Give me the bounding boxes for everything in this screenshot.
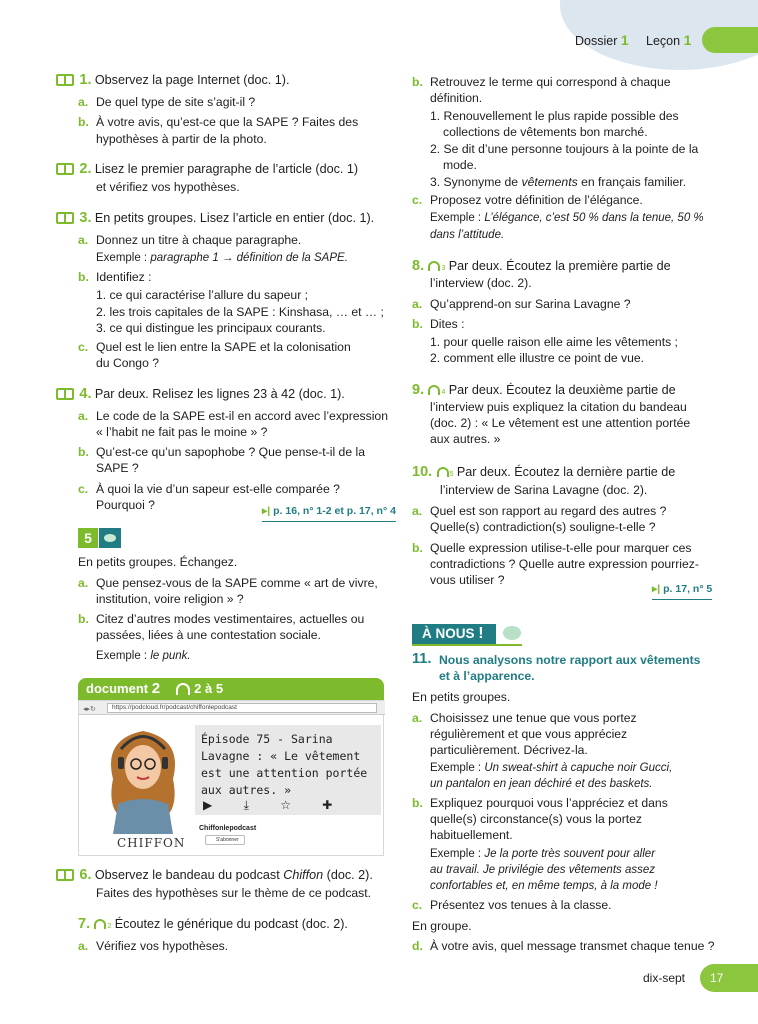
sub-item: 2. les trois capitales de la SAPE : Kinshasa, … et … ; bbox=[96, 305, 384, 319]
item-text: À votre avis, quel message transmet chaque tenue ? bbox=[430, 939, 715, 953]
sub-item: 2. comment elle illustre ce point de vue. bbox=[430, 351, 645, 365]
headphones-icon bbox=[428, 261, 440, 271]
letter-c: c. bbox=[78, 340, 89, 354]
page-word: dix-sept bbox=[643, 971, 686, 985]
document-tab bbox=[78, 678, 384, 700]
sub-item: 1. ce qui caractérise l’allure du sapeur ; bbox=[96, 288, 309, 302]
letter-d: d. bbox=[412, 939, 423, 953]
item-text: régulièrement et que vous appréciez bbox=[430, 727, 628, 741]
sub-item: 3. ce qui distingue les principaux courants. bbox=[96, 321, 326, 335]
item-text: quelle(s) circonstance(s) vous la portez bbox=[430, 812, 643, 826]
question-text: Lisez le premier paragraphe de l’article (doc. 1) bbox=[94, 162, 359, 176]
exclamation-mark: ! bbox=[478, 625, 484, 642]
sub-item-text: en français familier. bbox=[577, 175, 687, 189]
sub-item: 2. Se dit d’une personne toujours à la pointe de la bbox=[430, 142, 699, 156]
book-icon bbox=[56, 163, 74, 175]
speech-bubble-icon bbox=[503, 626, 521, 640]
example-text: un pantalon en jean déchiré et des baskets. bbox=[430, 778, 653, 790]
item-text: Choisissez une tenue que vous portez bbox=[430, 711, 637, 725]
item-text: définition. bbox=[430, 91, 483, 105]
item-text: À votre avis, qu’est-ce que la SAPE ? Faites des bbox=[96, 115, 359, 129]
question-1 bbox=[56, 72, 289, 89]
letter-a: a. bbox=[78, 576, 89, 590]
page-number: 17 bbox=[710, 971, 724, 985]
book-icon bbox=[56, 74, 74, 86]
question-number: 5 bbox=[78, 528, 98, 548]
lecon-number: 1 bbox=[683, 32, 692, 48]
banner-underline bbox=[412, 644, 522, 646]
track-number: 5 bbox=[449, 471, 454, 478]
item-text: Qu’apprend-on sur Sarina Lavagne ? bbox=[430, 297, 631, 311]
example-label: Exemple : bbox=[96, 650, 148, 662]
question-2 bbox=[56, 161, 358, 178]
book-icon bbox=[56, 388, 74, 400]
example-label: Exemple : bbox=[96, 252, 148, 264]
arrow-icon: ▸| bbox=[652, 583, 664, 595]
book-icon bbox=[56, 212, 74, 224]
lecon-label: Leçon bbox=[646, 34, 681, 48]
podcast-card bbox=[195, 725, 381, 815]
header-pill bbox=[702, 27, 758, 53]
question-text: et vérifiez vos hypothèses. bbox=[96, 180, 240, 194]
question-number: 4. bbox=[79, 386, 92, 402]
question-number: 1. bbox=[79, 72, 92, 88]
letter-a: a. bbox=[78, 95, 89, 109]
document-2 bbox=[78, 678, 384, 856]
track-number: 4 bbox=[441, 389, 446, 396]
item-text: SAPE ? bbox=[96, 461, 139, 475]
question-title: et à l’apparence. bbox=[439, 669, 535, 683]
item-text: Identifiez : bbox=[96, 270, 152, 284]
document-number: 2 bbox=[151, 680, 161, 697]
question-text: En petits groupes. Lisez l’article en entier (doc. 1). bbox=[94, 211, 375, 225]
chiffon-logo: CHIFFON bbox=[117, 836, 186, 850]
track-number: 2 bbox=[107, 923, 112, 930]
letter-b: b. bbox=[412, 796, 423, 810]
letter-b: b. bbox=[78, 612, 89, 626]
letter-a: a. bbox=[412, 711, 423, 725]
podcast-title: Chiffon bbox=[283, 868, 324, 882]
item-text: hypothèses à partir de la photo. bbox=[96, 132, 267, 146]
question-number: 9. bbox=[412, 382, 425, 398]
question-7 bbox=[78, 916, 348, 936]
a-nous-banner bbox=[412, 624, 496, 644]
letter-b: b. bbox=[78, 115, 89, 129]
headphones-icon bbox=[428, 385, 440, 395]
letter-b: b. bbox=[412, 541, 423, 555]
item-text: habituellement. bbox=[430, 828, 513, 842]
question-text: Faites des hypothèses sur le thème de ce podcast. bbox=[96, 886, 372, 900]
episode-title: Épisode 75 - Sarina Lavagne : « Le vêtement est une attention portée aux autres. » bbox=[201, 732, 368, 797]
letter-a: a. bbox=[78, 939, 89, 953]
letter-a: a. bbox=[412, 504, 423, 518]
item-text: Donnez un titre à chaque paragraphe. bbox=[96, 233, 302, 247]
question-4 bbox=[56, 386, 345, 403]
example-label: Exemple : bbox=[430, 762, 482, 774]
example-line bbox=[430, 210, 704, 227]
item-text: Que pensez-vous de la SAPE comme « art de vivre, bbox=[96, 576, 378, 590]
sub-item: collections de vêtements bon marché. bbox=[443, 125, 648, 139]
example-label: Exemple : bbox=[430, 848, 482, 860]
letter-a: a. bbox=[412, 297, 423, 311]
example-line bbox=[96, 250, 348, 267]
question-text: aux autres. » bbox=[430, 432, 501, 446]
sub-item: mode. bbox=[443, 158, 477, 172]
item-text: passées, liées à une contestation sociale. bbox=[96, 628, 321, 642]
example-text: au travail. Je privilégie des vêtements assez bbox=[430, 864, 655, 876]
question-text: Par deux. Écoutez la première partie de bbox=[448, 259, 671, 273]
item-text: Quel est le lien entre la SAPE et la colonisation bbox=[96, 340, 351, 354]
example-text: paragraphe 1 → définition de la SAPE. bbox=[150, 252, 348, 264]
example-line bbox=[430, 760, 672, 777]
book-icon bbox=[56, 869, 74, 881]
item-text: Retrouvez le terme qui correspond à chaque bbox=[430, 75, 671, 89]
question-number: 2. bbox=[79, 161, 92, 177]
sub-item bbox=[430, 174, 686, 191]
question-text: l’interview puis expliquez la citation du bandeau bbox=[430, 400, 687, 414]
reference-text: p. 17, n° 5 bbox=[663, 583, 713, 595]
example-line bbox=[96, 648, 191, 665]
item-text: contradictions ? Quelle autre expression pourriez- bbox=[430, 557, 699, 571]
question-number: 3. bbox=[79, 210, 92, 226]
sub-item-italic: vêtements bbox=[521, 175, 578, 189]
group-label: En groupe. bbox=[412, 919, 472, 933]
url-bar[interactable]: https://podcloud.fr/podcast/chiffonlepodcast bbox=[107, 703, 377, 713]
podcaster-illustration-icon bbox=[93, 719, 193, 834]
question-text: Par deux. Relisez les lignes 23 à 42 (doc. 1). bbox=[94, 387, 345, 401]
example-text: Je la porte très souvent pour aller bbox=[484, 848, 656, 860]
question-text: Par deux. Écoutez la dernière partie de bbox=[456, 465, 676, 479]
question-intro: En petits groupes. bbox=[412, 690, 511, 704]
letter-b: b. bbox=[412, 75, 423, 89]
page-number-pill bbox=[700, 964, 758, 992]
question-10 bbox=[412, 464, 675, 484]
example-text: dans l’attitude. bbox=[430, 229, 505, 241]
item-text: Expliquez pourquoi vous l’appréciez et dans bbox=[430, 796, 668, 810]
dossier-label: Dossier bbox=[575, 34, 618, 48]
question-text: Observez le bandeau du podcast bbox=[94, 868, 284, 882]
letter-b: b. bbox=[78, 270, 89, 284]
sub-item: 1. Renouvellement le plus rapide possible des bbox=[430, 109, 679, 123]
question-title: Nous analysons notre rapport aux vêtements bbox=[439, 653, 701, 667]
example-text: Un sweat-shirt à capuche noir Gucci, bbox=[484, 762, 673, 774]
letter-c: c. bbox=[412, 898, 423, 912]
letter-c: c. bbox=[78, 482, 89, 496]
question-number: 10. bbox=[412, 464, 433, 480]
question-text: Par deux. Écoutez la deuxième partie de bbox=[448, 383, 676, 397]
letter-b: b. bbox=[78, 445, 89, 459]
workbook-reference[interactable] bbox=[652, 581, 712, 600]
letter-a: a. bbox=[78, 409, 89, 423]
question-6 bbox=[56, 867, 373, 884]
item-text: Qu’est-ce qu’un sapophobe ? Que pense-t-il de la bbox=[96, 445, 365, 459]
track-number: 3 bbox=[441, 265, 446, 272]
item-text: Vérifiez vos hypothèses. bbox=[96, 939, 229, 953]
item-text: du Congo ? bbox=[96, 356, 160, 370]
item-text: vous utiliser ? bbox=[430, 573, 505, 587]
question-intro: En petits groupes. Échangez. bbox=[78, 555, 238, 569]
track-range: 2 à 5 bbox=[194, 681, 224, 696]
question-text: l’interview de Sarina Lavagne (doc. 2). bbox=[440, 483, 648, 497]
question-text: (doc. 2) : « Le vêtement est une attention portée bbox=[430, 416, 691, 430]
example-label: Exemple : bbox=[430, 212, 482, 224]
question-text: l’interview (doc. 2). bbox=[430, 276, 532, 290]
item-text: Citez d’autres modes vestimentaires, actuelles ou bbox=[96, 612, 365, 626]
item-text: Quel est son rapport au regard des autres ? bbox=[430, 504, 667, 518]
question-number: 8. bbox=[412, 258, 425, 274]
headphones-icon bbox=[94, 919, 106, 929]
item-text: À quoi la vie d’un sapeur est-elle comparée ? bbox=[96, 482, 340, 496]
browser-bar bbox=[79, 701, 385, 715]
question-number: 7. bbox=[78, 916, 91, 932]
item-text: particulièrement. Décrivez-la. bbox=[430, 743, 588, 757]
item-text: « l’habit ne fait pas le moine » ? bbox=[96, 425, 268, 439]
arrow-icon: ▸| bbox=[262, 505, 274, 517]
workbook-reference[interactable] bbox=[262, 503, 396, 522]
example-text: confortables et, en même temps, à la mode ! bbox=[430, 880, 658, 892]
question-text: (doc. 2). bbox=[323, 868, 373, 882]
question-number: 11. bbox=[412, 651, 432, 667]
example-line bbox=[430, 846, 655, 863]
dossier-number: 1 bbox=[620, 32, 629, 48]
question-text: Observez la page Internet (doc. 1). bbox=[94, 73, 290, 87]
headphones-icon bbox=[437, 467, 449, 477]
item-text: Pourquoi ? bbox=[96, 498, 155, 512]
question-text: Écoutez le générique du podcast (doc. 2). bbox=[114, 917, 348, 931]
document-label: document bbox=[86, 681, 149, 696]
letter-c: c. bbox=[412, 193, 423, 207]
headphones-icon bbox=[176, 683, 190, 695]
example-text: L’élégance, c’est 50 % dans la tenue, 50 % bbox=[484, 212, 704, 224]
question-3 bbox=[56, 210, 374, 227]
player-controls[interactable]: ▶ ⤓ ☆ ✚ bbox=[203, 798, 347, 812]
item-text: De quel type de site s’agit-il ? bbox=[96, 95, 256, 109]
reference-text: p. 16, n° 1-2 et p. 17, n° 4 bbox=[273, 505, 396, 517]
item-text: institution, voire religion » ? bbox=[96, 592, 244, 606]
item-text: Dites : bbox=[430, 317, 465, 331]
example-text: le punk. bbox=[150, 650, 191, 662]
question-number: 6. bbox=[79, 867, 92, 883]
podcast-name: Chiffonlepodcast bbox=[199, 825, 257, 832]
sub-item: 1. pour quelle raison elle aime les vêtements ; bbox=[430, 335, 678, 349]
item-text: Quelle(s) contradiction(s) souligne-t-elle ? bbox=[430, 520, 656, 534]
speech-bubble-icon bbox=[99, 528, 121, 548]
podcast-screenshot bbox=[78, 700, 384, 856]
item-text: Proposez votre définition de l’élégance. bbox=[430, 193, 643, 207]
a-nous-label: À NOUS bbox=[422, 626, 475, 641]
sub-item-text: 3. Synonyme de bbox=[430, 175, 522, 189]
item-text: Le code de la SAPE est-il en accord avec l’expression bbox=[96, 409, 388, 423]
letter-a: a. bbox=[78, 233, 89, 247]
item-text: Quelle expression utilise-t-elle pour marquer ces bbox=[430, 541, 692, 555]
question-5-badge bbox=[78, 528, 122, 548]
nav-arrows-icon: ◂▸↻ bbox=[83, 706, 96, 713]
letter-b: b. bbox=[412, 317, 423, 331]
subscribe-button[interactable]: S'abonner bbox=[205, 835, 245, 845]
item-text: Présentez vos tenues à la classe. bbox=[430, 898, 612, 912]
lesson-header bbox=[575, 32, 691, 50]
